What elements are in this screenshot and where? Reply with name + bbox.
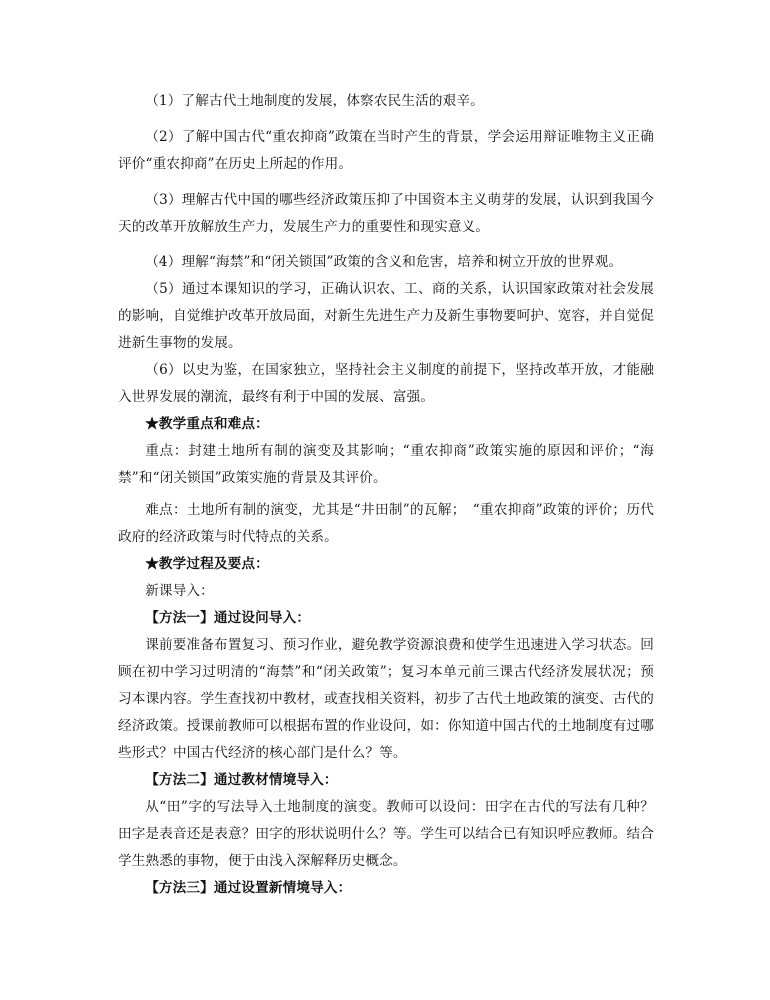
objective-2: （2）了解中国古代“重农抑商”政策在当时产生的背景，学会运用辩证唯物主义正确评价“重农抑商”在历史上所起的作用。: [118, 129, 654, 172]
method-1-body: 课前要准备布置复习、预习作业，避免教学资源浪费和使学生迅速进入学习状态。回顾在初中学习过明清的“海禁”和“闭关政策”；复习本单元前三课古代经济发展状况；预习本课内容。学生查找初中教材，或查找相关资料，初步了古代土地政策的演变、古代的经济政策。授课前教师可以根据布置的作业设问，如：你知道中国古代的土地制度有过哪些形式？中国古代经济的核心部门是什么？等。: [118, 637, 655, 761]
method-3-title-text: 【方法三】通过设置新情境导入：: [145, 880, 352, 896]
method-3-title: [118, 875, 654, 902]
objective-3: （3）理解古代中国的哪些经济政策压抑了中国资本主义萌芽的发展，认识到我国今天的改革开放解放生产力，发展生产力的重要性和现实意义。: [118, 192, 654, 235]
method-1-title: [118, 605, 654, 632]
method-1-title-text: 【方法一】通过设问导入：: [145, 610, 311, 626]
key-difficulty: 难点：土地所有制的演变，尤其是“井田制”的瓦解； “重农抑商”政策的评价；历代政府的经济政策与时代特点的关系。: [118, 502, 654, 545]
key-points-heading: ★教学重点和难点：: [145, 416, 269, 432]
objective-5: （5）通过本课知识的学习，正确认识农、工、商的关系，认识国家政策对社会发展的影响，自觉维护改革开放局面，对新生先进生产力及新生事物要呵护、宽容，并自觉促进新生事物的发展。: [118, 281, 655, 351]
objective-4: （4）理解“海禁”和“闭关锁国”政策的含义和危害，培养和树立开放的世界观。: [145, 254, 623, 270]
method-2-title: [118, 767, 654, 794]
lesson-intro-label: 新课导入：: [145, 583, 214, 599]
process-heading: ★教学过程及要点：: [145, 556, 269, 572]
document-page: [118, 88, 654, 902]
method-2-title-text: 【方法二】通过教材情境导入：: [145, 772, 338, 788]
objective-1: （1）了解古代土地制度的发展，体察农民生活的艰辛。: [145, 93, 484, 109]
key-focus: 重点：封建土地所有制的演变及其影响；“重农抑商”政策实施的原因和评价；“海禁”和“闭关锁国”政策实施的背景及其评价。: [118, 443, 654, 486]
method-2-body: 从“田”字的写法导入土地制度的演变。教师可以设问：田字在古代的写法有几种？田字是表音还是表意？田字的形状说明什么？等。学生可以结合已有知识呼应教师。结合学生熟悉的事物，便于由浅入深解释历史概念。: [118, 799, 655, 869]
objective-6: （6）以史为鉴，在国家独立，坚持社会主义制度的前提下，坚持改革开放，才能融入世界发展的潮流，最终有利于中国的发展、富强。: [118, 362, 654, 405]
